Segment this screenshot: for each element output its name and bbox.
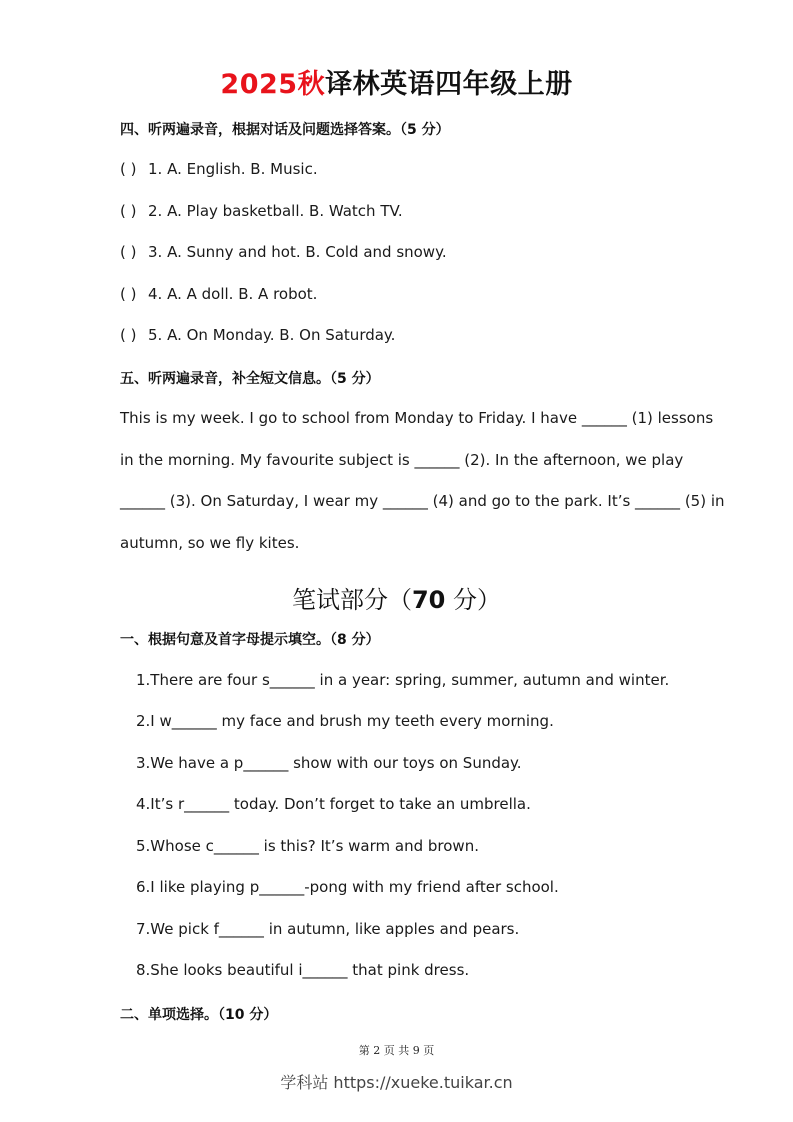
passage-line: This is my week. I go to school from Monday to Friday. I have ______ (1) lessons [120,409,714,427]
passage-line: ______ (3). On Saturday, I wear my ______ (4) and go to the park. It’s ______ (5) in [120,492,725,510]
answer-parentheses: ( ) [120,202,137,220]
section-4-heading: 四、听两遍录音，根据对话及问题选择答案。（5 分） [120,122,450,138]
choice-text: 2. A. Play basketball. B. Watch TV. [148,202,403,220]
written-part-title [0,580,793,615]
part-1-heading: 一、根据句意及首字母提示填空。（8 分） [120,632,380,648]
fill-blank-item: 8.She looks beautiful i______ that pink dress. [136,961,470,979]
written-part-unit: 分） [445,586,502,614]
written-part-score: 70 [411,586,446,614]
site-watermark: 学科站 https://xueke.tuikar.cn [280,1073,513,1092]
choice-text: 4. A. A doll. B. A robot. [148,285,318,303]
answer-parentheses: ( ) [120,160,137,178]
fill-blank-item: 6.I like playing p______-pong with my friend after school. [136,878,559,896]
fill-blank-item: 1.There are four s______ in a year: spring, summer, autumn and winter. [136,671,670,689]
page-title [0,62,793,101]
fill-blank-item: 5.Whose c______ is this? It’s warm and brown. [136,837,479,855]
listening-choice-item [120,243,447,261]
written-part-label: 笔试部分（ [291,586,412,614]
page-number: 第 2 页 共 9 页 [358,1044,435,1057]
choice-text: 5. A. On Monday. B. On Saturday. [148,326,396,344]
fill-blank-item: 2.I w______ my face and brush my teeth every morning. [136,712,554,730]
answer-parentheses: ( ) [120,326,137,344]
fill-blank-item: 7.We pick f______ in autumn, like apples and pears. [136,920,520,938]
listening-choice-item [120,160,318,178]
choice-text: 1. A. English. B. Music. [148,160,318,178]
part-2-heading: 二、单项选择。（10 分） [120,1007,278,1023]
passage-line: autumn, so we fly kites. [120,534,300,552]
title-rest: 译林英语四年级上册 [325,69,573,100]
answer-parentheses: ( ) [120,243,137,261]
passage-line: in the morning. My favourite subject is ______ (2). In the afternoon, we play [120,451,684,469]
listening-choice-item [120,285,317,303]
listening-choice-item [120,202,403,220]
title-year: 2025 [220,69,298,100]
section-5-heading: 五、听两遍录音，补全短文信息。（5 分） [120,371,380,387]
answer-parentheses: ( ) [120,285,137,303]
choice-text: 3. A. Sunny and hot. B. Cold and snowy. [148,243,447,261]
title-season: 秋 [297,69,326,100]
fill-blank-item: 4.It’s r______ today. Don’t forget to take an umbrella. [136,795,531,813]
fill-blank-item: 3.We have a p______ show with our toys on Sunday. [136,754,522,772]
listening-choice-item [120,326,395,344]
